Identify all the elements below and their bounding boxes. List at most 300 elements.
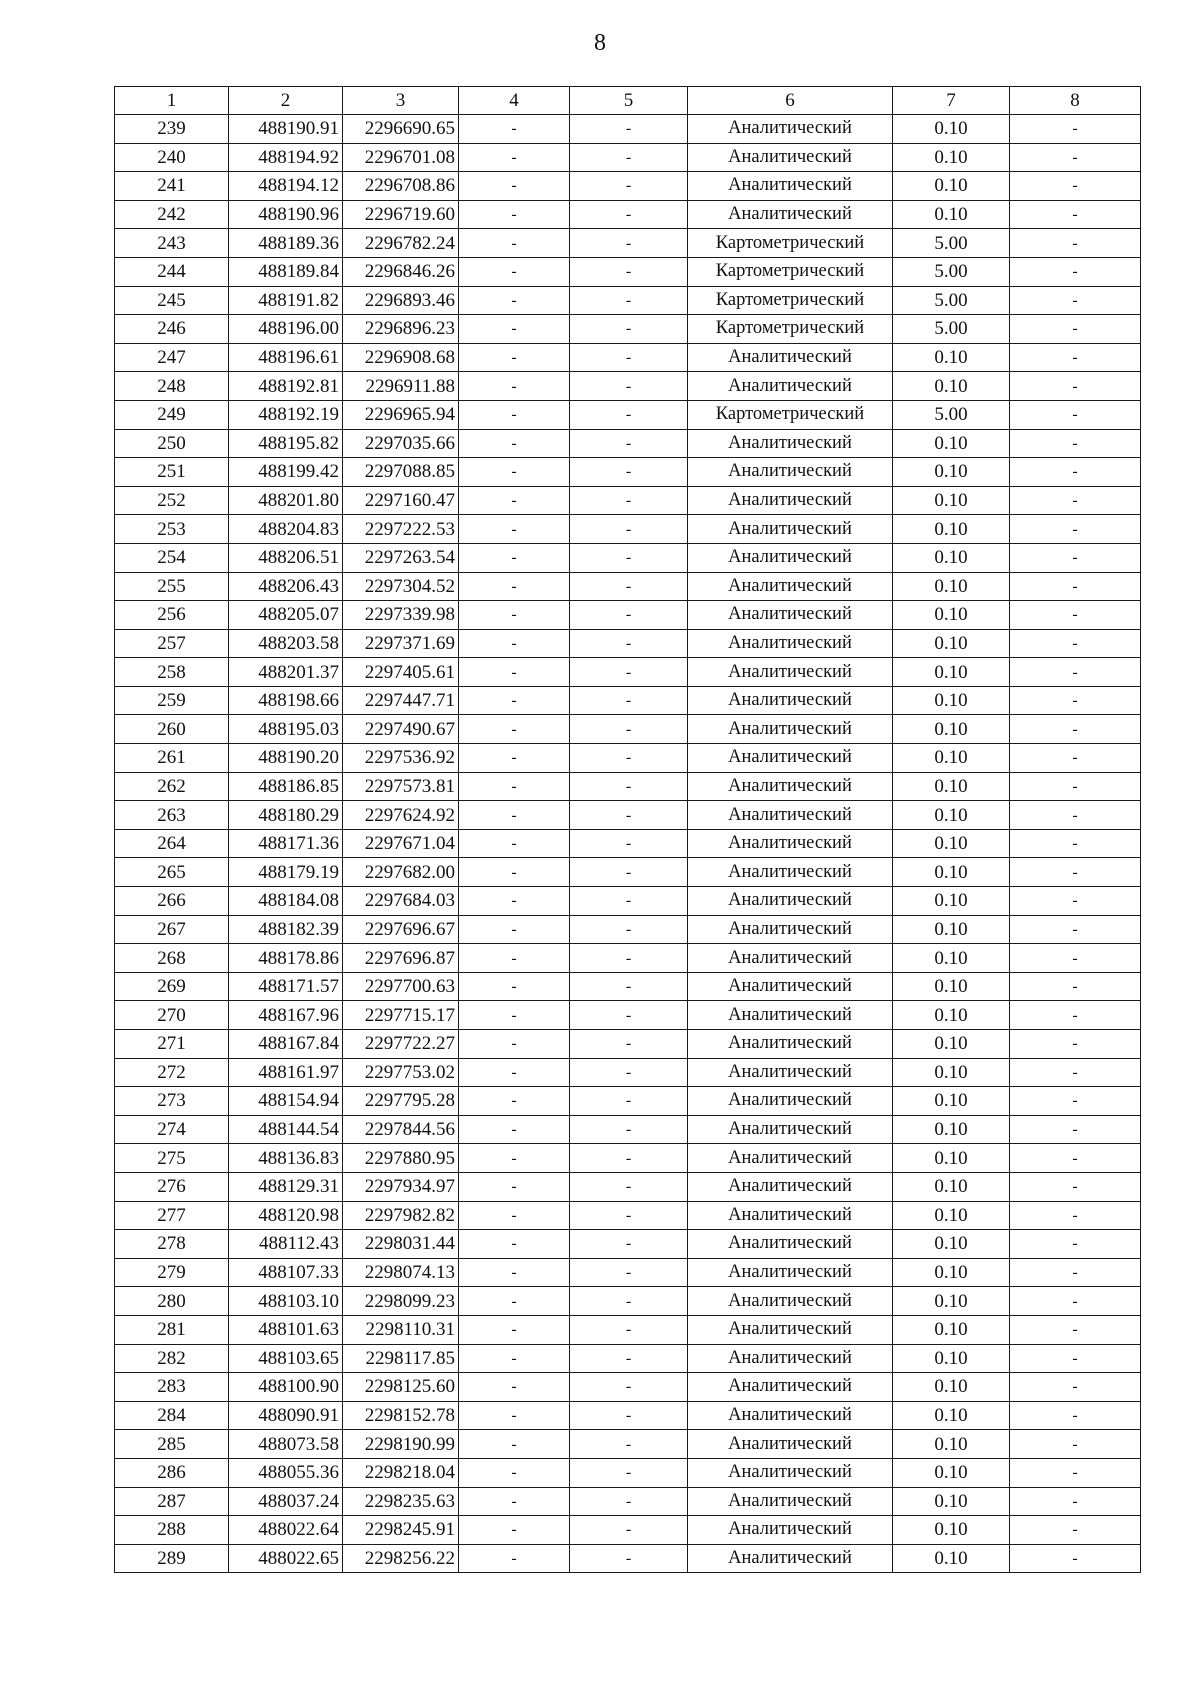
accuracy-cell: 0.10 [893, 1544, 1010, 1573]
method-cell: Аналитический [688, 1087, 893, 1116]
method-cell: Аналитический [688, 858, 893, 887]
y-coordinate-cell: 2296908.68 [343, 343, 459, 372]
col5-cell: - [570, 143, 688, 172]
accuracy-cell: 0.10 [893, 829, 1010, 858]
x-coordinate-cell: 488189.84 [229, 257, 343, 286]
col8-cell: - [1010, 315, 1141, 344]
method-cell: Аналитический [688, 1144, 893, 1173]
method-cell: Аналитический [688, 715, 893, 744]
col8-cell: - [1010, 1258, 1141, 1287]
col4-cell: - [459, 1458, 570, 1487]
accuracy-cell: 0.10 [893, 887, 1010, 916]
table-row [115, 601, 1141, 630]
y-coordinate-cell: 2297160.47 [343, 486, 459, 515]
col4-cell: - [459, 744, 570, 773]
col5-cell: - [570, 115, 688, 144]
method-cell: Аналитический [688, 1487, 893, 1516]
accuracy-cell: 0.10 [893, 972, 1010, 1001]
point-number-cell: 268 [115, 944, 229, 973]
method-cell: Аналитический [688, 887, 893, 916]
method-cell: Аналитический [688, 172, 893, 201]
y-coordinate-cell: 2298125.60 [343, 1373, 459, 1402]
y-coordinate-cell: 2297573.81 [343, 772, 459, 801]
col8-cell: - [1010, 744, 1141, 773]
x-coordinate-cell: 488206.51 [229, 543, 343, 572]
point-number-cell: 289 [115, 1544, 229, 1573]
col8-cell: - [1010, 1430, 1141, 1459]
col8-cell: - [1010, 1516, 1141, 1545]
header-cell: 3 [343, 87, 459, 115]
point-number-cell: 258 [115, 658, 229, 687]
table-row [115, 1287, 1141, 1316]
y-coordinate-cell: 2297405.61 [343, 658, 459, 687]
table-row [115, 372, 1141, 401]
x-coordinate-cell: 488192.81 [229, 372, 343, 401]
y-coordinate-cell: 2298110.31 [343, 1315, 459, 1344]
y-coordinate-cell: 2297696.87 [343, 944, 459, 973]
col5-cell: - [570, 1172, 688, 1201]
table-body [115, 115, 1141, 1573]
x-coordinate-cell: 488103.65 [229, 1344, 343, 1373]
col5-cell: - [570, 1058, 688, 1087]
col5-cell: - [570, 1030, 688, 1059]
table-row [115, 1315, 1141, 1344]
table-row [115, 887, 1141, 916]
method-cell: Аналитический [688, 601, 893, 630]
x-coordinate-cell: 488178.86 [229, 944, 343, 973]
col8-cell: - [1010, 515, 1141, 544]
x-coordinate-cell: 488204.83 [229, 515, 343, 544]
accuracy-cell: 5.00 [893, 229, 1010, 258]
point-number-cell: 252 [115, 486, 229, 515]
point-number-cell: 263 [115, 801, 229, 830]
method-cell: Аналитический [688, 686, 893, 715]
col8-cell: - [1010, 1087, 1141, 1116]
col4-cell: - [459, 1172, 570, 1201]
method-cell: Аналитический [688, 1315, 893, 1344]
method-cell: Аналитический [688, 772, 893, 801]
x-coordinate-cell: 488161.97 [229, 1058, 343, 1087]
accuracy-cell: 0.10 [893, 915, 1010, 944]
method-cell: Аналитический [688, 1544, 893, 1573]
y-coordinate-cell: 2297844.56 [343, 1115, 459, 1144]
y-coordinate-cell: 2297715.17 [343, 1001, 459, 1030]
col8-cell: - [1010, 1487, 1141, 1516]
point-number-cell: 250 [115, 429, 229, 458]
x-coordinate-cell: 488171.36 [229, 829, 343, 858]
table-row [115, 1230, 1141, 1259]
method-cell: Аналитический [688, 458, 893, 487]
method-cell: Аналитический [688, 115, 893, 144]
y-coordinate-cell: 2298031.44 [343, 1230, 459, 1259]
accuracy-cell: 5.00 [893, 286, 1010, 315]
y-coordinate-cell: 2296701.08 [343, 143, 459, 172]
x-coordinate-cell: 488100.90 [229, 1373, 343, 1402]
table-row [115, 257, 1141, 286]
accuracy-cell: 0.10 [893, 1458, 1010, 1487]
col5-cell: - [570, 1201, 688, 1230]
table-row [115, 343, 1141, 372]
x-coordinate-cell: 488171.57 [229, 972, 343, 1001]
accuracy-cell: 0.10 [893, 744, 1010, 773]
y-coordinate-cell: 2297934.97 [343, 1172, 459, 1201]
point-number-cell: 239 [115, 115, 229, 144]
method-cell: Аналитический [688, 429, 893, 458]
point-number-cell: 272 [115, 1058, 229, 1087]
table-row [115, 515, 1141, 544]
method-cell: Аналитический [688, 1001, 893, 1030]
table-row [115, 1458, 1141, 1487]
y-coordinate-cell: 2297880.95 [343, 1144, 459, 1173]
method-cell: Аналитический [688, 1344, 893, 1373]
accuracy-cell: 0.10 [893, 658, 1010, 687]
x-coordinate-cell: 488055.36 [229, 1458, 343, 1487]
header-cell: 1 [115, 87, 229, 115]
header-cell: 8 [1010, 87, 1141, 115]
table-row [115, 1544, 1141, 1573]
accuracy-cell: 0.10 [893, 858, 1010, 887]
table-row [115, 286, 1141, 315]
col8-cell: - [1010, 229, 1141, 258]
x-coordinate-cell: 488154.94 [229, 1087, 343, 1116]
col4-cell: - [459, 801, 570, 830]
method-cell: Аналитический [688, 829, 893, 858]
col4-cell: - [459, 1001, 570, 1030]
method-cell: Аналитический [688, 1258, 893, 1287]
col8-cell: - [1010, 1344, 1141, 1373]
col4-cell: - [459, 372, 570, 401]
accuracy-cell: 0.10 [893, 1487, 1010, 1516]
col5-cell: - [570, 543, 688, 572]
x-coordinate-cell: 488194.12 [229, 172, 343, 201]
col5-cell: - [570, 1287, 688, 1316]
col8-cell: - [1010, 458, 1141, 487]
col4-cell: - [459, 944, 570, 973]
col4-cell: - [459, 172, 570, 201]
y-coordinate-cell: 2297304.52 [343, 572, 459, 601]
table-row [115, 1001, 1141, 1030]
point-number-cell: 248 [115, 372, 229, 401]
method-cell: Аналитический [688, 915, 893, 944]
col8-cell: - [1010, 486, 1141, 515]
header-cell: 6 [688, 87, 893, 115]
col8-cell: - [1010, 715, 1141, 744]
col4-cell: - [459, 400, 570, 429]
col4-cell: - [459, 1258, 570, 1287]
x-coordinate-cell: 488167.84 [229, 1030, 343, 1059]
col8-cell: - [1010, 1144, 1141, 1173]
header-row [115, 87, 1141, 115]
col4-cell: - [459, 1058, 570, 1087]
col8-cell: - [1010, 772, 1141, 801]
point-number-cell: 262 [115, 772, 229, 801]
accuracy-cell: 0.10 [893, 543, 1010, 572]
x-coordinate-cell: 488103.10 [229, 1287, 343, 1316]
col8-cell: - [1010, 829, 1141, 858]
col5-cell: - [570, 257, 688, 286]
header-cell: 4 [459, 87, 570, 115]
point-number-cell: 288 [115, 1516, 229, 1545]
accuracy-cell: 5.00 [893, 257, 1010, 286]
col5-cell: - [570, 1458, 688, 1487]
point-number-cell: 275 [115, 1144, 229, 1173]
point-number-cell: 267 [115, 915, 229, 944]
col5-cell: - [570, 429, 688, 458]
x-coordinate-cell: 488196.00 [229, 315, 343, 344]
table-row [115, 172, 1141, 201]
accuracy-cell: 0.10 [893, 372, 1010, 401]
y-coordinate-cell: 2297035.66 [343, 429, 459, 458]
y-coordinate-cell: 2297624.92 [343, 801, 459, 830]
col5-cell: - [570, 1516, 688, 1545]
col5-cell: - [570, 1144, 688, 1173]
col4-cell: - [459, 229, 570, 258]
col5-cell: - [570, 200, 688, 229]
point-number-cell: 285 [115, 1430, 229, 1459]
col4-cell: - [459, 1230, 570, 1259]
point-number-cell: 240 [115, 143, 229, 172]
table-row [115, 772, 1141, 801]
x-coordinate-cell: 488206.43 [229, 572, 343, 601]
table-row [115, 1144, 1141, 1173]
x-coordinate-cell: 488073.58 [229, 1430, 343, 1459]
x-coordinate-cell: 488186.85 [229, 772, 343, 801]
col5-cell: - [570, 1087, 688, 1116]
x-coordinate-cell: 488189.36 [229, 229, 343, 258]
method-cell: Аналитический [688, 515, 893, 544]
col8-cell: - [1010, 400, 1141, 429]
accuracy-cell: 0.10 [893, 1001, 1010, 1030]
col5-cell: - [570, 829, 688, 858]
col5-cell: - [570, 172, 688, 201]
accuracy-cell: 0.10 [893, 801, 1010, 830]
accuracy-cell: 5.00 [893, 400, 1010, 429]
col4-cell: - [459, 1430, 570, 1459]
col5-cell: - [570, 229, 688, 258]
method-cell: Аналитический [688, 1458, 893, 1487]
page-number: 8 [594, 30, 606, 56]
y-coordinate-cell: 2298074.13 [343, 1258, 459, 1287]
col4-cell: - [459, 315, 570, 344]
accuracy-cell: 0.10 [893, 1201, 1010, 1230]
table-row [115, 429, 1141, 458]
accuracy-cell: 0.10 [893, 1087, 1010, 1116]
col4-cell: - [459, 1115, 570, 1144]
col5-cell: - [570, 915, 688, 944]
col8-cell: - [1010, 1201, 1141, 1230]
accuracy-cell: 0.10 [893, 1430, 1010, 1459]
y-coordinate-cell: 2296911.88 [343, 372, 459, 401]
x-coordinate-cell: 488201.80 [229, 486, 343, 515]
y-coordinate-cell: 2297222.53 [343, 515, 459, 544]
col8-cell: - [1010, 1315, 1141, 1344]
method-cell: Аналитический [688, 1172, 893, 1201]
accuracy-cell: 0.10 [893, 200, 1010, 229]
point-number-cell: 270 [115, 1001, 229, 1030]
col8-cell: - [1010, 1115, 1141, 1144]
accuracy-cell: 0.10 [893, 1172, 1010, 1201]
y-coordinate-cell: 2298099.23 [343, 1287, 459, 1316]
accuracy-cell: 0.10 [893, 343, 1010, 372]
col4-cell: - [459, 429, 570, 458]
point-number-cell: 253 [115, 515, 229, 544]
point-number-cell: 256 [115, 601, 229, 630]
accuracy-cell: 0.10 [893, 1058, 1010, 1087]
y-coordinate-cell: 2296896.23 [343, 315, 459, 344]
accuracy-cell: 0.10 [893, 572, 1010, 601]
method-cell: Аналитический [688, 1287, 893, 1316]
method-cell: Аналитический [688, 143, 893, 172]
x-coordinate-cell: 488112.43 [229, 1230, 343, 1259]
method-cell: Аналитический [688, 629, 893, 658]
point-number-cell: 283 [115, 1373, 229, 1402]
table-row [115, 115, 1141, 144]
point-number-cell: 279 [115, 1258, 229, 1287]
x-coordinate-cell: 488190.91 [229, 115, 343, 144]
y-coordinate-cell: 2297753.02 [343, 1058, 459, 1087]
coordinates-table [114, 86, 1141, 1573]
table-row [115, 1058, 1141, 1087]
accuracy-cell: 0.10 [893, 1401, 1010, 1430]
table-row [115, 858, 1141, 887]
col5-cell: - [570, 1401, 688, 1430]
point-number-cell: 261 [115, 744, 229, 773]
method-cell: Аналитический [688, 944, 893, 973]
col5-cell: - [570, 286, 688, 315]
point-number-cell: 286 [115, 1458, 229, 1487]
point-number-cell: 277 [115, 1201, 229, 1230]
method-cell: Аналитический [688, 1373, 893, 1402]
x-coordinate-cell: 488190.96 [229, 200, 343, 229]
col8-cell: - [1010, 601, 1141, 630]
accuracy-cell: 0.10 [893, 1344, 1010, 1373]
col8-cell: - [1010, 801, 1141, 830]
col5-cell: - [570, 572, 688, 601]
x-coordinate-cell: 488205.07 [229, 601, 343, 630]
point-number-cell: 260 [115, 715, 229, 744]
y-coordinate-cell: 2297982.82 [343, 1201, 459, 1230]
col5-cell: - [570, 1487, 688, 1516]
point-number-cell: 254 [115, 543, 229, 572]
table-row [115, 1430, 1141, 1459]
method-cell: Аналитический [688, 1058, 893, 1087]
col8-cell: - [1010, 887, 1141, 916]
method-cell: Аналитический [688, 801, 893, 830]
header-cell: 5 [570, 87, 688, 115]
col5-cell: - [570, 629, 688, 658]
table-row [115, 686, 1141, 715]
col5-cell: - [570, 515, 688, 544]
col4-cell: - [459, 1144, 570, 1173]
y-coordinate-cell: 2297339.98 [343, 601, 459, 630]
point-number-cell: 276 [115, 1172, 229, 1201]
point-number-cell: 264 [115, 829, 229, 858]
table-row [115, 315, 1141, 344]
col4-cell: - [459, 1344, 570, 1373]
y-coordinate-cell: 2297682.00 [343, 858, 459, 887]
y-coordinate-cell: 2298245.91 [343, 1516, 459, 1545]
point-number-cell: 287 [115, 1487, 229, 1516]
table-row [115, 915, 1141, 944]
point-number-cell: 259 [115, 686, 229, 715]
table-row [115, 801, 1141, 830]
col5-cell: - [570, 972, 688, 1001]
y-coordinate-cell: 2297263.54 [343, 543, 459, 572]
x-coordinate-cell: 488195.82 [229, 429, 343, 458]
x-coordinate-cell: 488107.33 [229, 1258, 343, 1287]
col5-cell: - [570, 858, 688, 887]
method-cell: Картометрический [688, 229, 893, 258]
accuracy-cell: 0.10 [893, 944, 1010, 973]
point-number-cell: 273 [115, 1087, 229, 1116]
table-row [115, 458, 1141, 487]
accuracy-cell: 0.10 [893, 429, 1010, 458]
method-cell: Аналитический [688, 1430, 893, 1459]
table-row [115, 486, 1141, 515]
accuracy-cell: 0.10 [893, 772, 1010, 801]
col4-cell: - [459, 772, 570, 801]
col4-cell: - [459, 543, 570, 572]
col8-cell: - [1010, 1287, 1141, 1316]
point-number-cell: 243 [115, 229, 229, 258]
col5-cell: - [570, 1373, 688, 1402]
col5-cell: - [570, 315, 688, 344]
y-coordinate-cell: 2298256.22 [343, 1544, 459, 1573]
col4-cell: - [459, 658, 570, 687]
col8-cell: - [1010, 115, 1141, 144]
point-number-cell: 241 [115, 172, 229, 201]
col4-cell: - [459, 601, 570, 630]
point-number-cell: 247 [115, 343, 229, 372]
table-row [115, 1087, 1141, 1116]
col5-cell: - [570, 486, 688, 515]
col5-cell: - [570, 1544, 688, 1573]
accuracy-cell: 0.10 [893, 686, 1010, 715]
col4-cell: - [459, 115, 570, 144]
col4-cell: - [459, 1087, 570, 1116]
col8-cell: - [1010, 172, 1141, 201]
method-cell: Аналитический [688, 1030, 893, 1059]
x-coordinate-cell: 488037.24 [229, 1487, 343, 1516]
accuracy-cell: 0.10 [893, 143, 1010, 172]
method-cell: Аналитический [688, 372, 893, 401]
x-coordinate-cell: 488090.91 [229, 1401, 343, 1430]
col4-cell: - [459, 1401, 570, 1430]
y-coordinate-cell: 2297696.67 [343, 915, 459, 944]
point-number-cell: 271 [115, 1030, 229, 1059]
x-coordinate-cell: 488196.61 [229, 343, 343, 372]
col5-cell: - [570, 343, 688, 372]
x-coordinate-cell: 488101.63 [229, 1315, 343, 1344]
col4-cell: - [459, 515, 570, 544]
col8-cell: - [1010, 858, 1141, 887]
accuracy-cell: 0.10 [893, 1516, 1010, 1545]
col8-cell: - [1010, 257, 1141, 286]
y-coordinate-cell: 2298190.99 [343, 1430, 459, 1459]
x-coordinate-cell: 488195.03 [229, 715, 343, 744]
col5-cell: - [570, 1001, 688, 1030]
table-row [115, 1258, 1141, 1287]
accuracy-cell: 0.10 [893, 601, 1010, 630]
y-coordinate-cell: 2297671.04 [343, 829, 459, 858]
accuracy-cell: 5.00 [893, 315, 1010, 344]
point-number-cell: 274 [115, 1115, 229, 1144]
col5-cell: - [570, 772, 688, 801]
col5-cell: - [570, 715, 688, 744]
x-coordinate-cell: 488184.08 [229, 887, 343, 916]
table-row [115, 543, 1141, 572]
point-number-cell: 242 [115, 200, 229, 229]
